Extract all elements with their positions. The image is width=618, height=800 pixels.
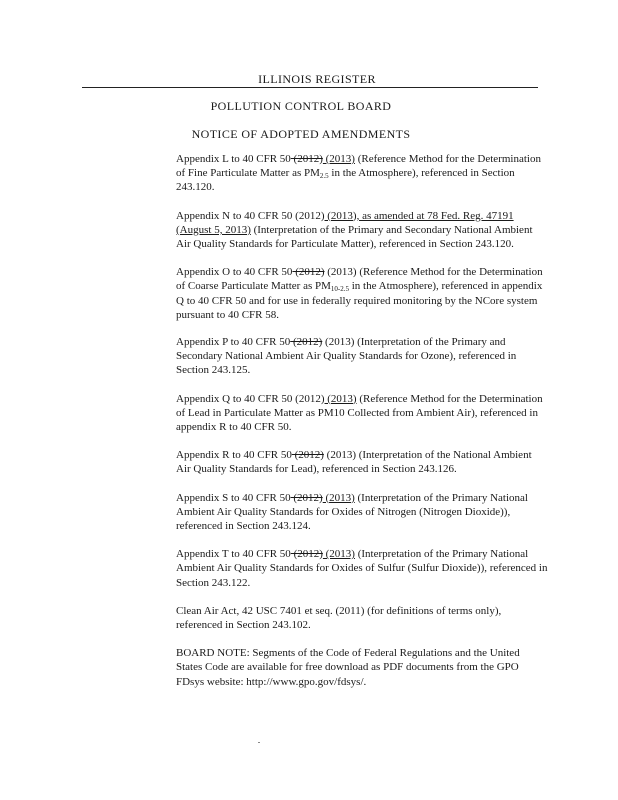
appendix-p-lead: Appendix P to 40 CFR 50 <box>176 336 291 349</box>
paragraph-appendix-s <box>176 491 548 534</box>
appendix-s-lead: Appendix S to 40 CFR 50 <box>176 491 291 504</box>
paragraph-appendix-q <box>176 392 548 435</box>
appendix-o-deleted: (2012) <box>292 266 325 279</box>
appendix-s-deleted: (2012) <box>290 491 323 504</box>
paragraph-appendix-l <box>176 152 548 195</box>
appendix-o-text-b: in the Atmosphere), referenced in appendix Q to 40 CFR 50 and for use in federally required monitoring by the NCore system pursuant to 40 CFR 58. <box>176 280 543 321</box>
appendix-t-lead: Appendix T to 40 CFR 50 <box>176 548 291 561</box>
header-rule <box>82 87 538 88</box>
appendix-s-text: (Interpretation of the Primary National Ambient Air Quality Standards for Oxides of Nitrogen (Nitrogen Dioxide)), referenced in Section 243.124. <box>176 491 528 533</box>
board-note-text: BOARD NOTE: Segments of the Code of Federal Regulations and the United States Code are available for free download as PDF documents from the GPO FDsys website: http://www.gpo.gov/fdsys/. <box>176 647 520 688</box>
appendix-q-lead: Appendix Q to 40 CFR 50 (2012) <box>176 392 325 405</box>
appendix-q-inserted: (2013) <box>324 392 357 405</box>
appendix-l-text-a: (Reference Method for the Determination of Fine Particulate Matter as PM <box>176 153 541 180</box>
appendix-t-deleted: (2012) <box>290 548 323 561</box>
appendix-q-text: (Reference Method for the Determination of Lead in Particulate Matter as PM10 Collected from Ambient Air), referenced in appendix R to 40 CFR 50. <box>176 392 543 434</box>
board-title: POLLUTION CONTROL BOARD <box>210 99 392 113</box>
appendix-o-lead: Appendix O to 40 CFR 50 <box>176 266 293 279</box>
appendix-l-subscript: 2.5 <box>319 172 329 181</box>
paragraph-appendix-p <box>176 335 548 378</box>
appendix-o-text-a: (2013) (Reference Method for the Determination of Coarse Particulate Matter as PM <box>176 266 543 293</box>
paragraph-appendix-o <box>176 265 548 322</box>
appendix-n-inserted: (2013), as amended at 78 Fed. Reg. 47191 (August 5, 2013) <box>176 209 514 236</box>
paragraph-board-note <box>176 646 548 689</box>
paragraph-appendix-n <box>176 209 548 252</box>
clean-air-act-text: Clean Air Act, 42 USC 7401 et seq. (2011) (for definitions of terms only), referenced in Section 243.102. <box>176 604 502 632</box>
appendix-r-deleted: (2012) <box>291 449 324 462</box>
appendix-t-text: (Interpretation of the Primary National Ambient Air Quality Standards for Oxides of Sulfur (Sulfur Dioxide)), referenced in Section 243.122. <box>176 548 548 589</box>
appendix-l-text-b: in the Atmosphere), referenced in Section 243.120. <box>176 167 515 194</box>
notice-title: NOTICE OF ADOPTED AMENDMENTS <box>191 127 411 141</box>
appendix-r-text: (2013) (Interpretation of the National Ambient Air Quality Standards for Lead), referenced in Section 243.126. <box>176 449 532 476</box>
register-title: ILLINOIS REGISTER <box>258 72 376 86</box>
appendix-p-deleted: (2012) <box>290 336 323 349</box>
paragraph-clean-air-act <box>176 604 548 632</box>
document-body <box>176 152 548 703</box>
appendix-n-text: (Interpretation of the Primary and Secondary National Ambient Air Quality Standards for Particulate Matter), referenced in Section 243.120. <box>176 223 533 251</box>
scan-speck <box>258 742 260 743</box>
appendix-o-subscript: 10-2.5 <box>330 285 349 294</box>
appendix-n-lead: Appendix N to 40 CFR 50 (2012) <box>176 209 325 222</box>
paragraph-appendix-r <box>176 448 548 476</box>
appendix-s-inserted: (2013) <box>322 491 355 504</box>
appendix-l-deleted: (2012) <box>290 153 323 165</box>
appendix-r-lead: Appendix R to 40 CFR 50 <box>176 449 292 462</box>
appendix-l-lead: Appendix L to 40 CFR 50 <box>176 153 291 165</box>
appendix-t-inserted: (2013) <box>322 548 355 561</box>
appendix-p-text: (2013) (Interpretation of the Primary and Secondary National Ambient Air Quality Standards for Ozone), referenced in Section 243.125. <box>176 336 517 377</box>
appendix-l-inserted: (2013) <box>322 153 355 165</box>
paragraph-appendix-t <box>176 547 548 590</box>
